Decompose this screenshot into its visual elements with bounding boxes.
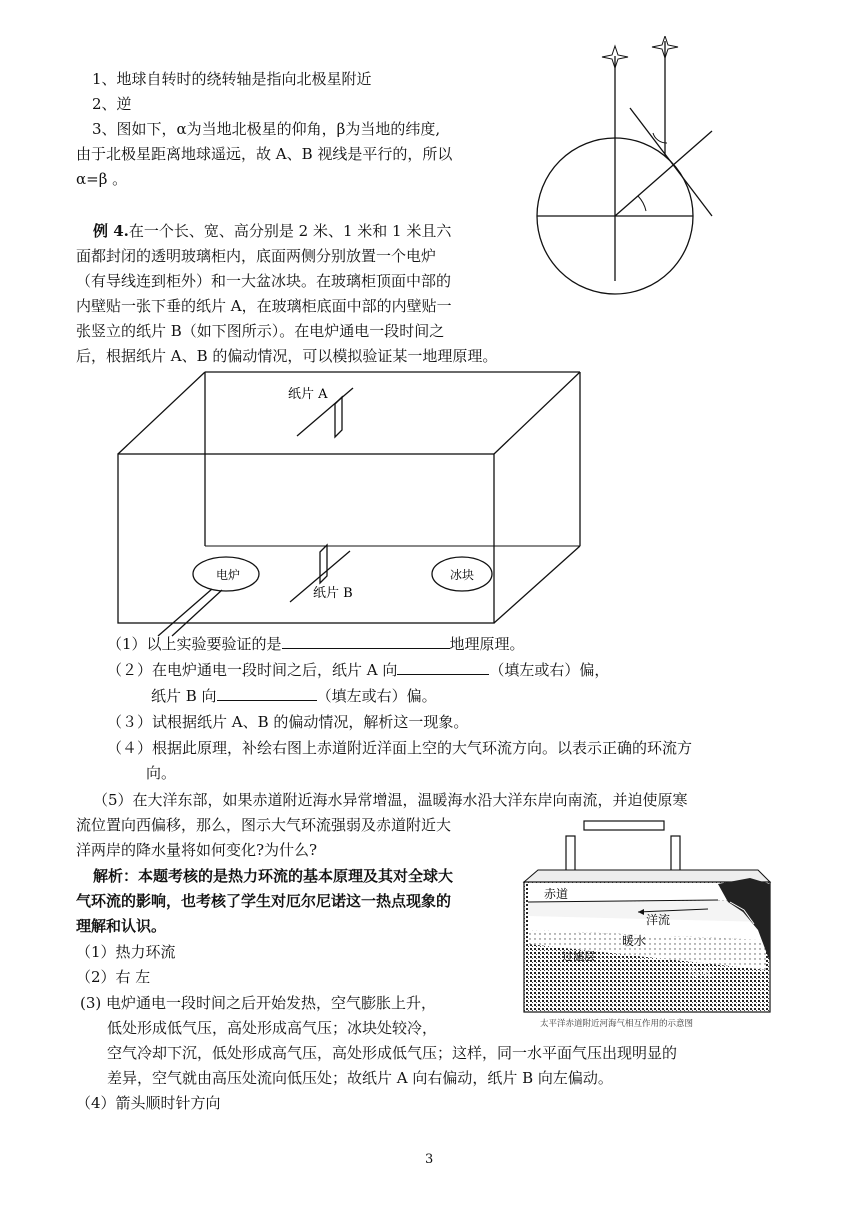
question-5-line-2: 流位置向西偏移，那么，图示大气环流强弱及赤道附近大 (76, 816, 452, 834)
answer-3-line-2: 由于北极星距离地球遥远，故 A、B 视线是平行的，所以 (76, 145, 453, 163)
question-3: （３）试根据纸片 A、B 的偏动情况，解析这一现象。 (107, 713, 469, 731)
paper-a-label: 纸片 A (288, 387, 328, 402)
analysis-answer-2: （2）右 左 (76, 968, 151, 986)
answer-1: 1、地球自转时的绕转轴是指向北极星附近 (92, 70, 372, 88)
analysis-line-2: 气环流的影响，也考核了学生对厄尔尼诺这一热点现象的 (76, 892, 452, 910)
example-4-line-3: （有导线连到柜外）和一大盆冰块。在玻璃柜顶面中部的 (76, 272, 452, 290)
analysis-answer-3-line-2: 低处形成低气压，高处形成高气压；冰块处较冷， (107, 1019, 438, 1037)
page-number: 3 (425, 1152, 434, 1167)
answer-blank[interactable] (217, 686, 317, 701)
ice-label: 冰块 (450, 568, 475, 582)
example-4-line-6: 后，根据纸片 A、B 的偏动情况，可以模拟验证某一地理原理。 (76, 347, 498, 365)
ocean-diagram (518, 812, 778, 1034)
paper-a (335, 397, 342, 437)
answer-3-line-1: 3、图如下，α为当地北极星的仰角，β为当地的纬度, (92, 120, 441, 138)
analysis-answer-1: （1）热力环流 (76, 943, 176, 961)
stove-label: 电炉 (216, 568, 241, 582)
analysis-answer-3-line-3: 空气冷却下沉，低处形成高气压，高处形成低气压；这样，同一水平面气压出现明显的 (107, 1044, 678, 1062)
thermocline-label: 过滤层 (562, 950, 595, 963)
example-4-line-5: 张竖立的纸片 B（如下图所示）。在电炉通电一段时间之 (76, 322, 445, 340)
analysis-line-3: 理解和认识。 (76, 917, 167, 935)
answer-3-line-3: α=β 。 (76, 170, 128, 188)
celestial-diagram (520, 36, 720, 296)
answer-2: 2、逆 (92, 95, 132, 113)
cold-water-label: 冷水 (688, 966, 713, 980)
paper-b (320, 545, 327, 583)
question-2b: 纸片 B 向 （填左或右）偏。 (151, 687, 437, 705)
warm-water-label: 暖水 (622, 934, 647, 948)
glass-box-diagram (110, 368, 590, 638)
analysis-answer-4: （4）箭头顺时针方向 (76, 1094, 221, 1112)
example-label: 例 4. (93, 222, 129, 240)
question-4-line-1: （４）根据此原理，补绘右图上赤道附近洋面上空的大气环流方向。以表示正确的环流方 (107, 739, 693, 757)
equator-label: 赤道 (544, 887, 569, 901)
analysis-answer-3-line-1: (3) 电炉通电一段时间之后开始发热，空气膨胀上升， (80, 994, 437, 1012)
answer-blank[interactable] (397, 660, 489, 675)
question-2: （２）在电炉通电一段时间之后，纸片 A 向 （填左或右）偏， (107, 661, 610, 679)
answer-blank[interactable] (282, 634, 450, 649)
ocean-caption: 太平洋赤道附近河海气相互作用的示意图 (540, 1019, 694, 1029)
analysis-answer-3-line-4: 差异，空气就由高压处流向低压处；故纸片 A 向右偏动，纸片 B 向左偏动。 (107, 1069, 613, 1087)
question-5-line-1: （5）在大洋东部，如果赤道附近海水异常增温，温暖海水沿大洋东岸向南流，并迫使原寒 (93, 791, 688, 809)
question-5-line-3: 洋两岸的降水量将如何变化?为什么? (76, 841, 318, 859)
example-4-line-2: 面都封闭的透明玻璃柜内，底面两侧分别放置一个电炉 (76, 247, 437, 265)
current-label: 洋流 (646, 913, 671, 927)
analysis-line-1: 解析：本题考核的是热力环流的基本原理及其对全球大 (93, 867, 454, 885)
question-4-line-2: 向。 (146, 764, 177, 782)
example-4-line-1: 例 4.在一个长、宽、高分别是 2 米、1 米和 1 米且六 (93, 222, 452, 240)
example-4-line-4: 内壁贴一张下垂的纸片 A，在玻璃柜底面中部的内壁贴一 (76, 297, 452, 315)
question-1: （1）以上实验要验证的是 地理原理。 (107, 635, 525, 653)
paper-b-label: 纸片 B (313, 586, 353, 601)
